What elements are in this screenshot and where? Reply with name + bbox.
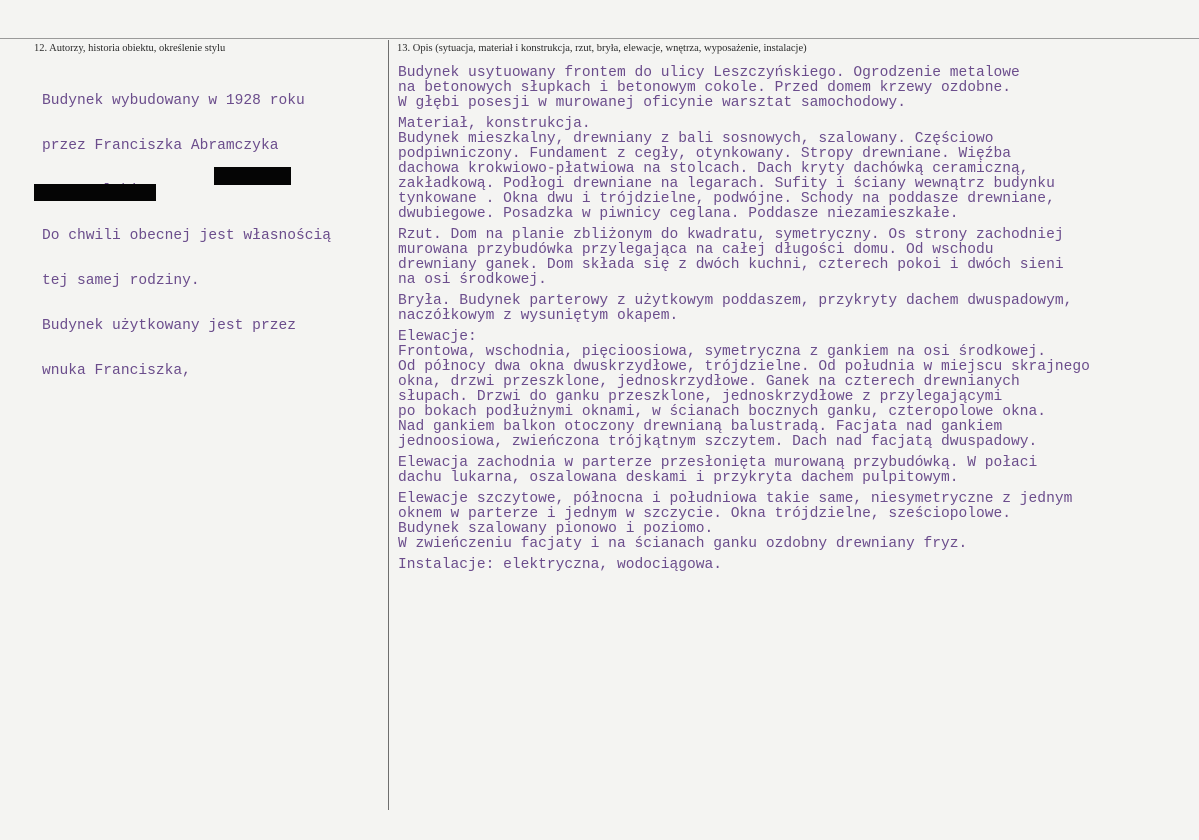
description-text xyxy=(398,66,1090,579)
top-divider xyxy=(0,38,1199,39)
description-line: dwubiegowe. Posadzka w piwnicy ceglana. Poddasze niezamieszkałe. xyxy=(398,206,959,222)
history-line: Budynek użytkowany jest przez xyxy=(42,318,296,334)
description-line: tynkowane . Okna dwu i trójdzielne, podwójne. Schody na poddasze drewniane, xyxy=(398,191,1055,207)
redaction-bar xyxy=(214,167,291,185)
description-paragraph xyxy=(398,294,1090,324)
description-line: Budynek usytuowany frontem do ulicy Leszczyńskiego. Ogrodzenie metalowe xyxy=(398,65,1020,81)
description-line: dachu lukarna, oszalowana deskami i przykryta dachem pulpitowym. xyxy=(398,470,959,486)
description-line: drewniany ganek. Dom składa się z dwóch kuchni, czterech pokoi i dwóch sieni xyxy=(398,257,1064,273)
description-line: Elewacje szczytowe, północna i południowa takie same, niesymetryczne z jednym xyxy=(398,491,1073,507)
description-line: Elewacja zachodnia w parterze przesłonięta murowaną przybudówką. W połaci xyxy=(398,455,1038,471)
description-line: podpiwniczony. Fundament z cegły, otynkowany. Stropy drewniane. Więźba xyxy=(398,146,1012,162)
description-line: dachowa krokwiowo-płatwiowa na stolcach. Dach kryty dachówką ceramiczną, xyxy=(398,161,1029,177)
description-line: Budynek mieszkalny, drewniany z bali sosnowych, szalowany. Częściowo xyxy=(398,131,994,147)
description-paragraph xyxy=(398,456,1090,486)
description-paragraph xyxy=(398,66,1090,111)
description-line: Materiał, konstrukcja. xyxy=(398,116,591,132)
description-line: na osi środkowej. xyxy=(398,272,547,288)
description-line: Frontowa, wschodnia, pięcioosiowa, symetryczna z gankiem na osi środkowej. xyxy=(398,344,1047,360)
description-line: naczółkowym z wysuniętym okapem. xyxy=(398,308,679,324)
description-line: Nad gankiem balkon otoczony drewnianą balustradą. Facjata nad gankiem xyxy=(398,419,1003,435)
description-line: W głębi posesji w murowanej oficynie warsztat samochodowy. xyxy=(398,95,906,111)
description-line: po bokach podłużnymi oknami, w ścianach bocznych ganku, czteropolowe okna. xyxy=(398,404,1047,420)
description-line: Od północy dwa okna dwuskrzydłowe, trójdzielne. Od południa w miejscu skrajnego xyxy=(398,359,1090,375)
history-line: tej samej rodziny. xyxy=(42,273,200,289)
section-13-header: 13. Opis (sytuacja, materiał i konstrukcja, rzut, bryła, elewacje, wnętrza, wyposażenie, instalacje) xyxy=(397,43,807,54)
description-paragraph xyxy=(398,492,1090,552)
description-line: na betonowych słupkach i betonowym cokole. Przed domem krzewy ozdobne. xyxy=(398,80,1012,96)
description-line: W zwieńczeniu facjaty i na ścianach ganku ozdobny drewniany fryz. xyxy=(398,536,968,552)
history-line: Budynek wybudowany w 1928 roku xyxy=(42,93,305,109)
description-line: Bryła. Budynek parterowy z użytkowym poddaszem, przykryty dachem dwuspadowym, xyxy=(398,293,1073,309)
description-paragraph xyxy=(398,558,1090,573)
description-line: zakładkową. Podłogi drewniane na legarach. Sufity i ściany wewnątrz budynku xyxy=(398,176,1055,192)
description-line: okna, drzwi przeszklone, jednoskrzydłowe. Ganek na czterech drewnianych xyxy=(398,374,1020,390)
description-line: Budynek szalowany pionowo i poziomo. xyxy=(398,521,714,537)
history-line: przez Franciszka Abramczyka xyxy=(42,138,279,154)
description-line: jednoosiowa, zwieńczona trójkątnym szczytem. Dach nad facjatą dwuspadowy. xyxy=(398,434,1038,450)
section-12-header: 12. Autorzy, historia obiektu, określenie stylu xyxy=(34,43,226,54)
history-text xyxy=(42,64,331,409)
redaction-bar xyxy=(34,184,156,201)
description-line: Elewacje: xyxy=(398,329,477,345)
description-line: Instalacje: elektryczna, wodociągowa. xyxy=(398,557,723,573)
description-line: Rzut. Dom na planie zbliżonym do kwadratu, symetryczny. Os strony zachodniej xyxy=(398,227,1064,243)
description-line: słupach. Drzwi do ganku przeszklone, jednoskrzydłowe z przylegającymi xyxy=(398,389,1003,405)
description-line: oknem w parterze i jednym w szczycie. Okna trójdzielne, sześciopolowe. xyxy=(398,506,1012,522)
description-line: murowana przybudówka przylegająca na całej długości domu. Od wschodu xyxy=(398,242,994,258)
column-divider xyxy=(388,40,389,810)
description-paragraph xyxy=(398,117,1090,222)
description-paragraph xyxy=(398,228,1090,288)
description-paragraph xyxy=(398,330,1090,450)
history-line: wnuka Franciszka, xyxy=(42,363,191,379)
history-line: Do chwili obecnej jest własnością xyxy=(42,228,332,244)
